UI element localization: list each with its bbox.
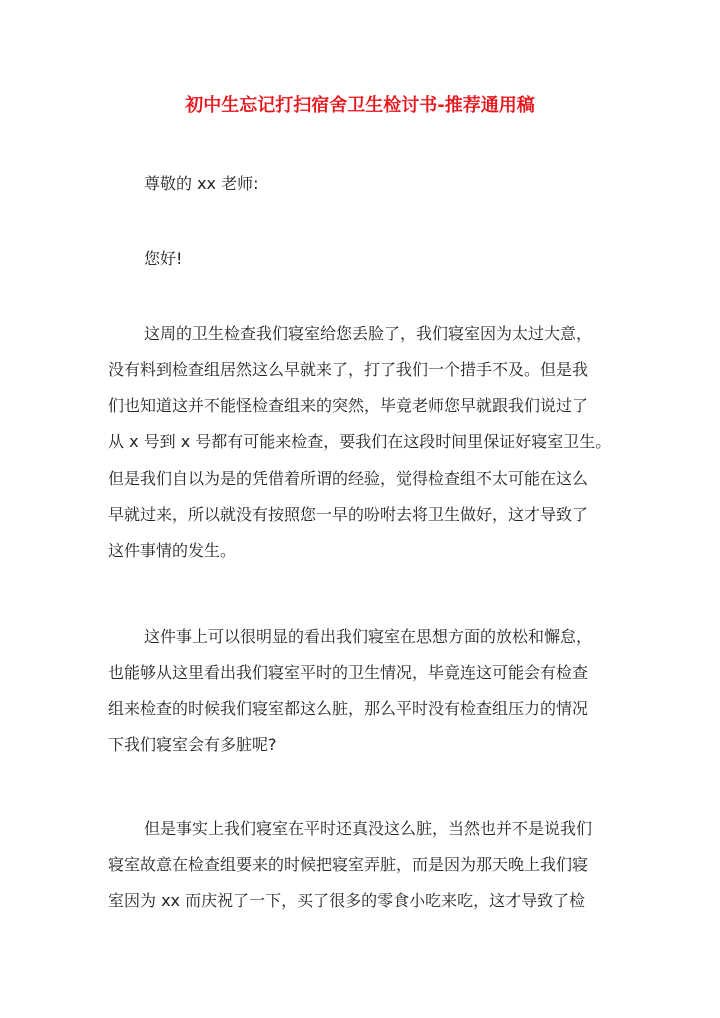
paragraph-1-line-4: 从 x 号到 x 号都有可能来检查，要我们在这段时间里保证好寝室卫生。 — [108, 432, 612, 451]
paragraph-2-line-2: 也能够从这里看出我们寝室平时的卫生情况，毕竟连这可能会有检查 — [108, 663, 589, 682]
paragraph-3-line-2: 寝室故意在检查组要来的时候把寝室弄脏，而是因为那天晚上我们寝 — [108, 855, 589, 874]
paragraph-1-line-3: 们也知道这并不能怪检查组来的突然，毕竟老师您早就跟我们说过了 — [108, 396, 589, 415]
salutation: 尊敬的 xx 老师: — [144, 174, 259, 193]
paragraph-2-line-3: 组来检查的时候我们寝室都这么脏，那么平时没有检查组压力的情况 — [108, 699, 589, 718]
paragraph-2-line-4: 下我们寝室会有多脏呢? — [108, 735, 277, 754]
paragraph-2-line-1: 这件事上可以很明显的看出我们寝室在思想方面的放松和懈怠， — [144, 627, 593, 646]
paragraph-3-line-1: 但是事实上我们寝室在平时还真没这么脏，当然也并不是说我们 — [144, 819, 593, 838]
greeting: 您好! — [144, 249, 183, 268]
paragraph-1-line-7: 这件事情的发生。 — [108, 541, 237, 560]
paragraph-1-line-1: 这周的卫生检查我们寝室给您丢脸了，我们寝室因为太过大意， — [144, 324, 593, 343]
paragraph-3-line-3: 室因为 xx 而庆祝了一下，买了很多的零食小吃来吃，这才导致了检 — [108, 891, 586, 910]
paragraph-1-line-5: 但是我们自以为是的凭借着所谓的经验，觉得检查组不太可能在这么 — [108, 469, 589, 488]
paragraph-1-line-2: 没有料到检查组居然这么早就来了，打了我们一个措手不及。但是我 — [108, 360, 589, 379]
paragraph-1-line-6: 早就过来，所以就没有按照您一早的吩咐去将卫生做好，这才导致了 — [108, 505, 589, 524]
document-title: 初中生忘记打扫宿舍卫生检讨书-推荐通用稿 — [185, 95, 535, 116]
